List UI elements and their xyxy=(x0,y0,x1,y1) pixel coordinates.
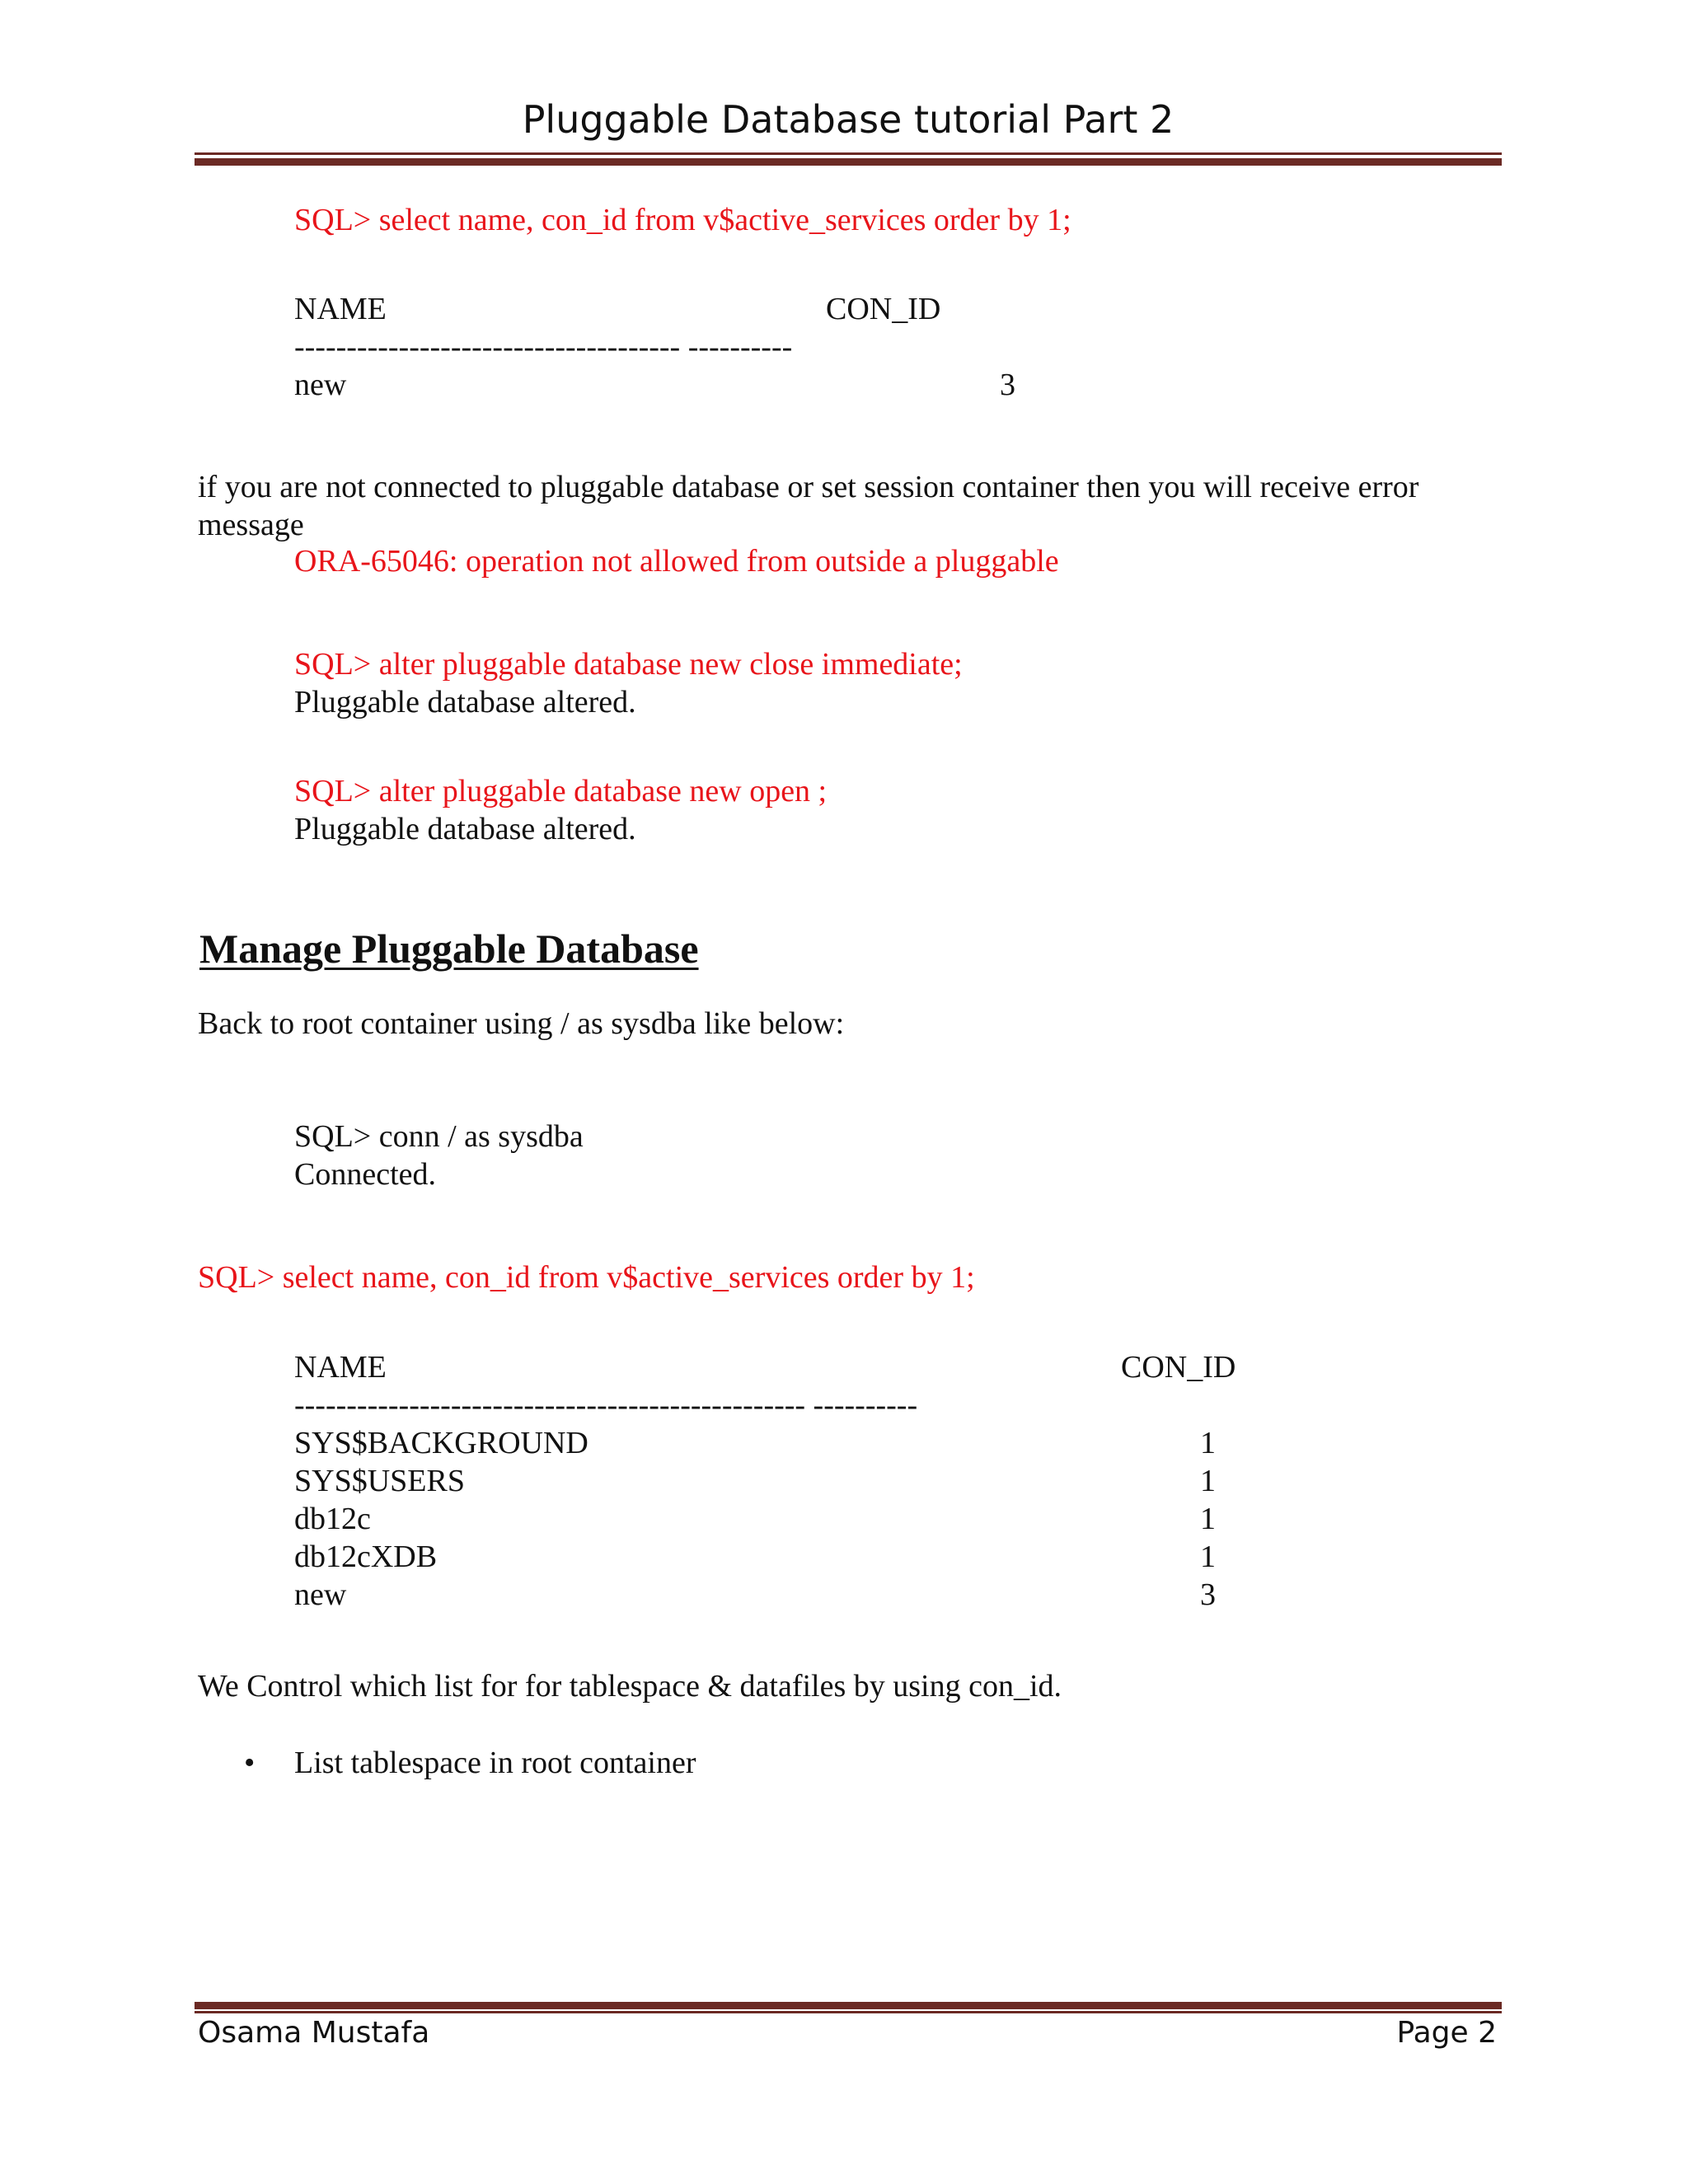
table2-row-conid: 1 xyxy=(1200,1502,1216,1536)
table1-separator: ------------------------------------- ---------- xyxy=(294,330,793,364)
footer-page-number: Page 2 xyxy=(1396,2016,1497,2050)
control-paragraph: We Control which list for for tablespace & datafiles by using con_id. xyxy=(198,1669,1062,1704)
header-rule-thin xyxy=(195,152,1502,155)
bullet-item-text: List tablespace in root container xyxy=(294,1746,696,1780)
table2-row-name: SYS$BACKGROUND xyxy=(294,1426,588,1460)
footer-rule-thick xyxy=(195,2002,1502,2009)
table2-header-name: NAME xyxy=(294,1350,387,1385)
table2-row-name: db12cXDB xyxy=(294,1540,438,1574)
table1-header-conid: CON_ID xyxy=(826,292,941,326)
table2-row-name: SYS$USERS xyxy=(294,1464,465,1498)
bullet-icon: • xyxy=(244,1746,256,1780)
table2-header-conid: CON_ID xyxy=(1121,1350,1236,1385)
table2-row-name: db12c xyxy=(294,1502,371,1536)
footer-rule-thin xyxy=(195,2011,1502,2013)
section-intro: Back to root container using / as sysdba like below: xyxy=(198,1006,845,1041)
error-message: ORA-65046: operation not allowed from outside a pluggable xyxy=(294,544,1059,579)
sql-close-command: SQL> alter pluggable database new close immediate; xyxy=(294,647,963,682)
table2-row-conid: 1 xyxy=(1200,1426,1216,1460)
sql-open-command: SQL> alter pluggable database new open ; xyxy=(294,774,828,808)
note-paragraph: if you are not connected to pluggable database or set session container then you will receive error message xyxy=(198,470,1419,542)
page-header-title: Pluggable Database tutorial Part 2 xyxy=(522,97,1175,142)
sql-query-1: SQL> select name, con_id from v$active_services order by 1; xyxy=(294,203,1071,237)
table2-row-conid: 1 xyxy=(1200,1540,1216,1574)
table1-row-name: new xyxy=(294,368,347,402)
header-rule-thick xyxy=(195,158,1502,166)
conn-result: Connected. xyxy=(294,1157,437,1192)
open-result: Pluggable database altered. xyxy=(294,812,636,846)
sql-query-2: SQL> select name, con_id from v$active_services order by 1; xyxy=(198,1260,975,1295)
section-heading: Manage Pluggable Database xyxy=(199,926,699,972)
footer-author: Osama Mustafa xyxy=(198,2016,430,2050)
sql-conn-command: SQL> conn / as sysdba xyxy=(294,1119,584,1154)
table1-header-name: NAME xyxy=(294,292,387,326)
table1-row-conid: 3 xyxy=(1000,368,1015,402)
table2-row-name: new xyxy=(294,1577,347,1612)
table2-row-conid: 1 xyxy=(1200,1464,1216,1498)
close-result: Pluggable database altered. xyxy=(294,685,636,719)
table2-row-conid: 3 xyxy=(1200,1577,1216,1612)
table2-separator: ------------------------------------------------- ---------- xyxy=(294,1388,918,1422)
